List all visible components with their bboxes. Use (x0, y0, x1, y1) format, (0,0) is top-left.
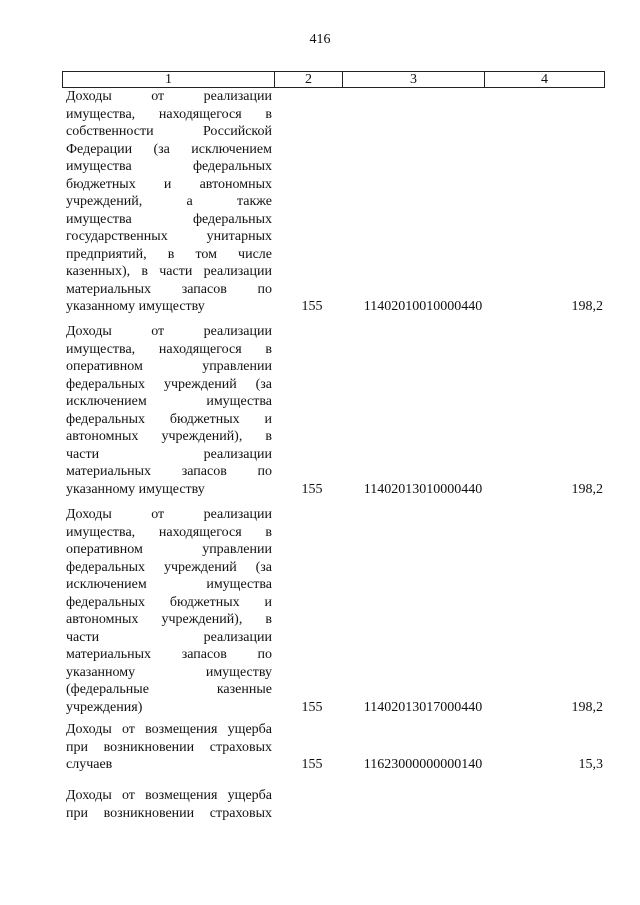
admin-code-cell: 155 (301, 757, 323, 772)
admin-code-cell: 155 (301, 699, 323, 715)
amount-cell: 198,2 (571, 699, 603, 715)
description-line: случаев (66, 757, 113, 772)
description-line: Доходы от возмещения ущерба (66, 722, 272, 737)
table-row (66, 88, 606, 316)
description-line: федеральных учреждений (за (66, 376, 272, 392)
description-line: Доходы от реализации (66, 89, 272, 104)
description-line: учреждения) (66, 699, 143, 715)
header-col-1: 1 (63, 72, 275, 87)
description-line: учреждений, а также (66, 194, 272, 209)
description-line: бюджетных и автономных (66, 176, 272, 192)
row-description (66, 506, 272, 716)
amount-cell: 15,3 (578, 757, 603, 772)
amount-cell: 198,2 (571, 481, 603, 497)
description-line: оперативном управлении (66, 542, 272, 557)
description-line: государственных унитарных (66, 229, 272, 244)
row-description (66, 88, 272, 316)
admin-code-cell: 155 (301, 481, 323, 497)
description-line: исключением имущества (66, 394, 272, 409)
description-line: Федерации (за исключением (66, 141, 272, 157)
table-header (62, 71, 605, 88)
description-line: при возникновении страховых (66, 805, 272, 821)
description-line: Доходы от реализации (66, 324, 272, 339)
description-line: части реализации (66, 629, 272, 645)
budget-code-cell: 11402013017000440 (363, 699, 483, 715)
description-line: указанному имуществу (66, 299, 205, 314)
budget-code-cell: 11402010010000440 (363, 299, 483, 314)
row-description (66, 721, 272, 774)
description-line: имущества федеральных (66, 211, 272, 227)
header-col-2: 2 (275, 72, 343, 87)
description-line: (федеральные казенные (66, 682, 272, 697)
row-description (66, 323, 272, 498)
description-line: федеральных бюджетных и (66, 411, 272, 427)
description-line: собственности Российской (66, 124, 272, 139)
page-number: 416 (309, 32, 331, 47)
table-row (66, 506, 606, 716)
description-line: указанному имуществу (66, 481, 205, 497)
description-line: указанному имуществу (66, 664, 272, 680)
description-line: федеральных бюджетных и (66, 594, 272, 610)
budget-code-cell: 11623000000000140 (363, 757, 483, 772)
row-description (66, 787, 272, 822)
admin-code-cell: 155 (301, 299, 323, 314)
description-line: материальных запасов по (66, 464, 272, 479)
amount-cell: 198,2 (571, 299, 603, 314)
description-line: имущества, находящегося в (66, 524, 272, 540)
table-row (66, 787, 606, 822)
description-line: Доходы от возмещения ущерба (66, 788, 272, 803)
table-row (66, 721, 606, 774)
description-line: оперативном управлении (66, 359, 272, 374)
description-line: исключением имущества (66, 577, 272, 592)
description-line: имущества федеральных (66, 159, 272, 174)
description-line: казенных), в части реализации (66, 264, 272, 279)
header-col-3: 3 (343, 72, 485, 87)
description-line: предприятий, в том числе (66, 246, 272, 262)
table-row (66, 323, 606, 498)
description-line: имущества, находящегося в (66, 106, 272, 122)
description-line: при возникновении страховых (66, 739, 272, 755)
description-line: материальных запасов по (66, 281, 272, 297)
description-line: автономных учреждений), в (66, 612, 272, 627)
description-line: имущества, находящегося в (66, 341, 272, 357)
description-line: автономных учреждений), в (66, 429, 272, 444)
header-col-4: 4 (541, 72, 548, 87)
description-line: федеральных учреждений (за (66, 559, 272, 575)
description-line: Доходы от реализации (66, 507, 272, 522)
budget-code-cell: 11402013010000440 (363, 481, 483, 497)
description-line: материальных запасов по (66, 647, 272, 662)
description-line: части реализации (66, 446, 272, 462)
